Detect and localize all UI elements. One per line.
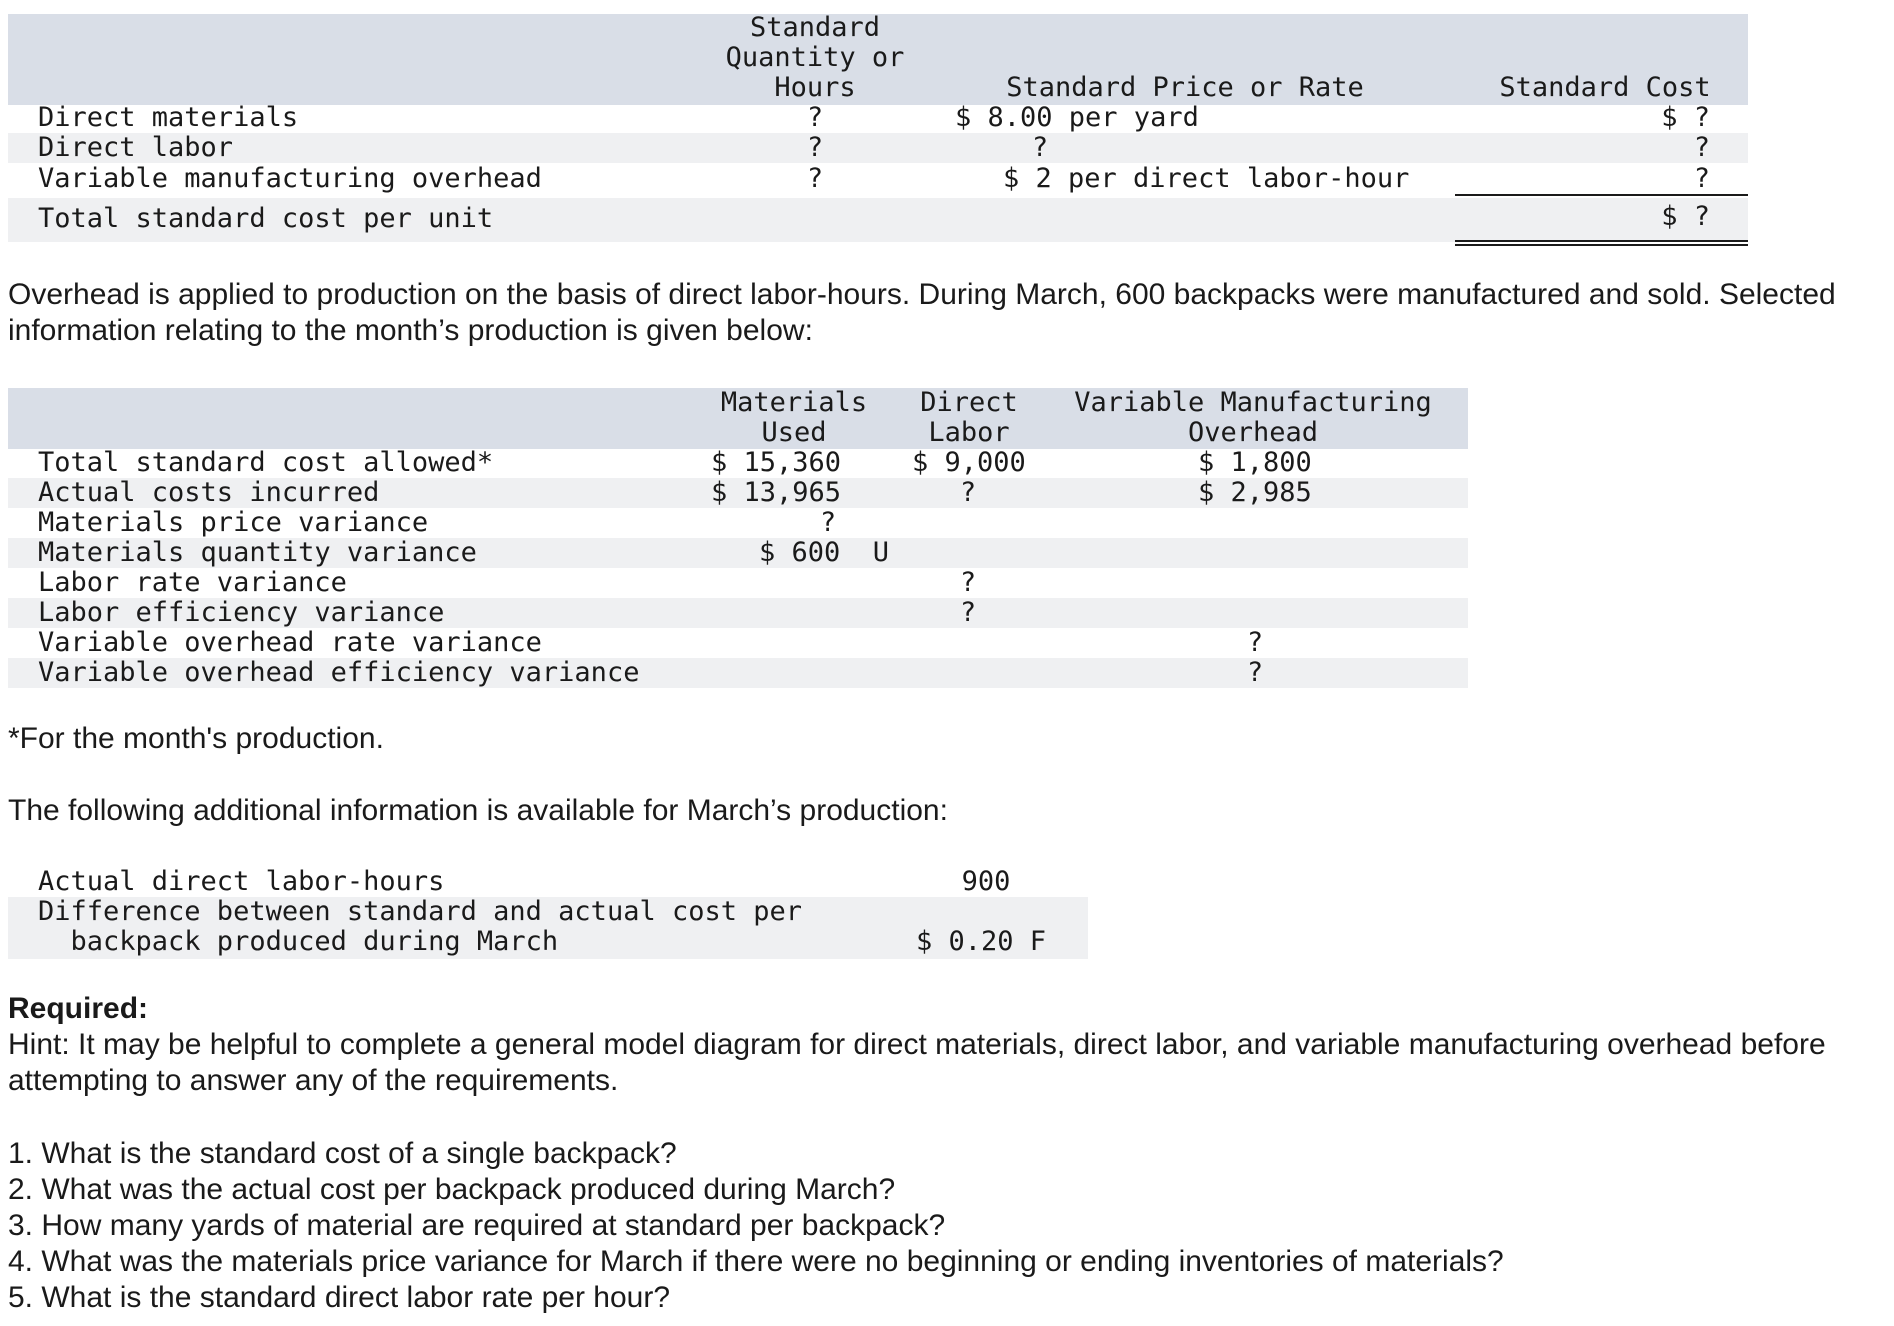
quantity-direct-labor: ?	[806, 132, 824, 163]
row-label-variable-overhead: Variable manufacturing overhead	[38, 163, 542, 194]
materials-standard-cost: $ 15,360	[711, 447, 842, 478]
actual-labor-hours-value: 900	[961, 866, 1011, 897]
additional-info-intro: The following additional information is available for March’s production:	[8, 794, 948, 827]
cost-variable-overhead: ?	[1693, 163, 1710, 194]
labor-efficiency-variance: ?	[959, 597, 977, 628]
question-1: 1. What is the standard cost of a single backpack?	[8, 1137, 677, 1170]
cost-direct-labor: ?	[1693, 132, 1710, 163]
overhead-actual-cost: $ 2,985	[1198, 477, 1312, 508]
row-label-overhead-efficiency-variance: Variable overhead efficiency variance	[38, 657, 640, 688]
overhead-standard-cost: $ 1,800	[1198, 447, 1312, 478]
required-title: Required:	[8, 992, 149, 1025]
materials-price-variance: ?	[819, 507, 837, 538]
labor-standard-cost: $ 9,000	[912, 447, 1026, 478]
header-standard-cost: Standard Cost	[1499, 72, 1711, 103]
labor-rate-variance: ?	[959, 567, 977, 598]
table1-row-band	[8, 133, 1748, 163]
row-label-direct-labor: Direct labor	[38, 132, 234, 163]
header-variable-overhead: Variable Manufacturing Overhead	[1074, 387, 1432, 448]
footnote: *For the month's production.	[8, 722, 384, 755]
question-4: 4. What was the materials price variance for March if there were no beginning or ending inventories of materials?	[8, 1245, 1504, 1278]
cost-direct-materials: $ ?	[1661, 102, 1710, 133]
row-label-cost-difference: Difference between standard and actual cost per backpack produced during March	[38, 896, 803, 957]
overhead-rate-variance: ?	[1246, 627, 1264, 658]
materials-actual-cost: $ 13,965	[711, 477, 842, 508]
required-hint: Hint: It may be helpful to complete a general model diagram for direct materials, direct labor, and variable manufacturing overhead before attempting to answer any of the requirements.	[8, 1028, 1826, 1097]
subtotal-rule	[1455, 194, 1748, 196]
question-2: 2. What was the actual cost per backpack produced during March?	[8, 1173, 896, 1206]
row-label-total-standard-cost-allowed: Total standard cost allowed*	[38, 447, 494, 478]
row-label-overhead-rate-variance: Variable overhead rate variance	[38, 627, 542, 658]
price-direct-materials: $ 8.00 per yard	[955, 102, 1199, 133]
price-direct-labor: ?	[1031, 132, 1049, 163]
question-5: 5. What is the standard direct labor rate per hour?	[8, 1281, 671, 1314]
total-double-rule-bottom	[1455, 244, 1748, 246]
row-label-actual-labor-hours: Actual direct labor-hours	[38, 866, 445, 897]
header-standard-price: Standard Price or Rate	[1006, 72, 1364, 103]
quantity-variable-overhead: ?	[806, 163, 824, 194]
intro-paragraph: Overhead is applied to production on the basis of direct labor-hours. During March, 600 backpacks were manufactured and sold. Selected information relating to the month’s production is given below:	[8, 278, 1836, 347]
row-label-direct-materials: Direct materials	[38, 102, 299, 133]
cost-difference-value: $ 0.20 F	[916, 926, 1047, 957]
header-standard-quantity: Standard Quantity or Hours	[725, 12, 905, 103]
materials-quantity-variance: $ 600 U	[759, 537, 890, 568]
row-label-materials-quantity-variance: Materials quantity variance	[38, 537, 477, 568]
labor-actual-cost: ?	[959, 477, 977, 508]
header-direct-labor: Direct Labor	[920, 387, 1018, 448]
row-label-labor-efficiency-variance: Labor efficiency variance	[38, 597, 445, 628]
total-label: Total standard cost per unit	[38, 203, 494, 234]
total-cost: $ ?	[1661, 201, 1710, 232]
row-label-labor-rate-variance: Labor rate variance	[38, 567, 347, 598]
price-variable-overhead: $ 2 per direct labor-hour	[1003, 163, 1410, 194]
row-label-materials-price-variance: Materials price variance	[38, 507, 429, 538]
total-double-rule-top	[1455, 240, 1748, 242]
row-label-actual-costs-incurred: Actual costs incurred	[38, 477, 380, 508]
header-materials-used: Materials Used	[720, 387, 868, 448]
quantity-direct-materials: ?	[806, 102, 824, 133]
overhead-efficiency-variance: ?	[1246, 657, 1264, 688]
question-3: 3. How many yards of material are required at standard per backpack?	[8, 1209, 946, 1242]
